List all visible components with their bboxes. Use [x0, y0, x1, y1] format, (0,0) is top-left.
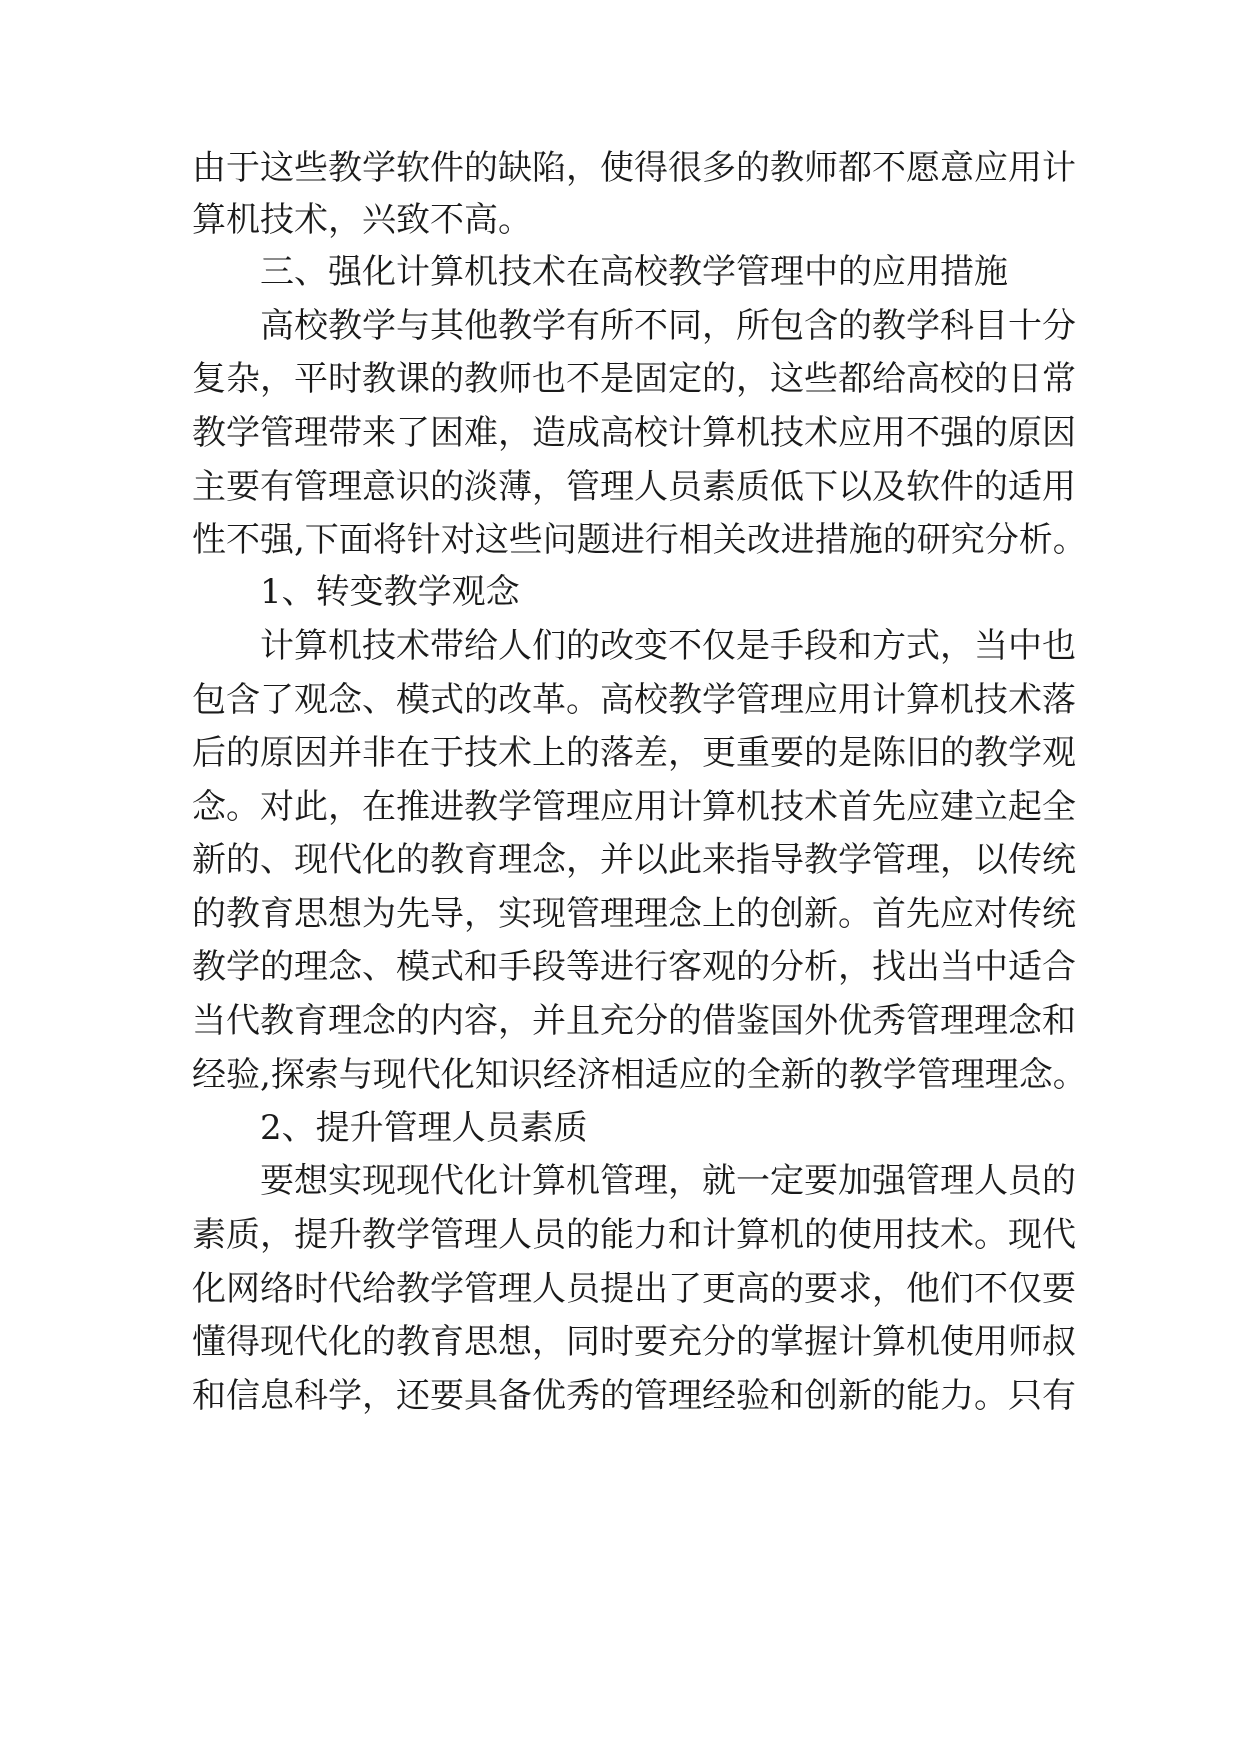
paragraph-line: 当代教育理念的内容，并且充分的借鉴国外优秀管理理念和	[192, 1001, 1076, 1041]
paragraph-line: 新的、现代化的教育理念，并以此来指导教学管理，以传统	[192, 840, 1076, 880]
paragraph-line: 高校教学与其他教学有所不同，所包含的教学科目十分	[260, 306, 1076, 346]
paragraph-line: 包含了观念、模式的改革。高校教学管理应用计算机技术落	[192, 680, 1076, 720]
paragraph-line: 念。对此，在推进教学管理应用计算机技术首先应建立起全	[192, 787, 1076, 827]
paragraph-line: 教学的理念、模式和手段等进行客观的分析，找出当中适合	[192, 947, 1076, 987]
paragraph-line: 计算机技术带给人们的改变不仅是手段和方式，当中也	[260, 626, 1076, 666]
paragraph-line: 和信息科学，还要具备优秀的管理经验和创新的能力。只有	[192, 1376, 1076, 1416]
subsection-heading: 2、提升管理人员素质	[260, 1108, 588, 1148]
section-heading: 三、强化计算机技术在高校教学管理中的应用措施	[260, 252, 1008, 292]
paragraph-line: 复杂，平时教课的教师也不是固定的，这些都给高校的日常	[192, 359, 1076, 399]
paragraph-line: 算机技术，兴致不高。	[192, 200, 532, 240]
paragraph-line: 素质，提升教学管理人员的能力和计算机的使用技术。现代	[192, 1215, 1076, 1255]
paragraph-line: 性不强,下面将针对这些问题进行相关改进措施的研究分析。	[192, 520, 1087, 560]
subsection-heading: 1、转变教学观念	[260, 572, 520, 612]
paragraph-line: 要想实现现代化计算机管理，就一定要加强管理人员的	[260, 1161, 1076, 1201]
paragraph-line: 经验,探索与现代化知识经济相适应的全新的教学管理理念。	[192, 1055, 1087, 1095]
paragraph-line: 后的原因并非在于技术上的落差，更重要的是陈旧的教学观	[192, 733, 1076, 773]
paragraph-line: 由于这些教学软件的缺陷，使得很多的教师都不愿意应用计	[192, 148, 1076, 188]
paragraph-line: 主要有管理意识的淡薄，管理人员素质低下以及软件的适用	[192, 467, 1076, 507]
paragraph-line: 教学管理带来了困难，造成高校计算机技术应用不强的原因	[192, 413, 1076, 453]
paragraph-line: 化网络时代给教学管理人员提出了更高的要求，他们不仅要	[192, 1269, 1076, 1309]
paragraph-line: 懂得现代化的教育思想，同时要充分的掌握计算机使用师叔	[192, 1322, 1076, 1362]
paragraph-line: 的教育思想为先导，实现管理理念上的创新。首先应对传统	[192, 894, 1076, 934]
